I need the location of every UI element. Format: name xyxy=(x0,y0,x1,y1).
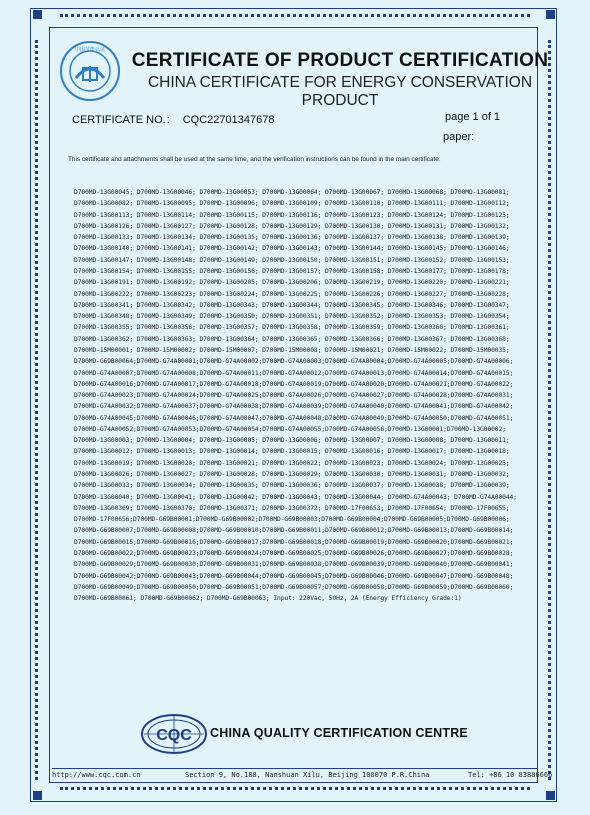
page-indicator: page 1 of 1 xyxy=(445,111,501,123)
cqc-logo-text: CQC xyxy=(156,727,192,744)
model-line: D700MD-G69B00029;D700MD-G69B00030;D700MD-G69B00031;D700MD-G69B00038;D700MD-G69B00039;D700MD-G69B00040;D700MD-G69B00041; xyxy=(74,561,514,569)
model-line: D700MD-13G00348; D700MD-13G00349; D700MD-13G00350; D700MD-13G00351; D700MD-13G00352; D700MD-13G00353; D700MD-13G00354; xyxy=(74,313,510,321)
energy-conservation-logo-icon xyxy=(59,40,121,102)
model-line: D700MD-G74A00045;D700MD-G74A00046;D700MD-G74A00047;D700MD-G74A00048;D700MD-G74A00049;D700MD-G74A00050;D700MD-G74A00051; xyxy=(74,414,514,422)
model-line: D700MD-13G00133; D700MD-13G00134; D700MD-13G00135; D700MD-13G00136; D700MD-13G00137; D700MD-13G00138; D700MD-13G00139; xyxy=(74,234,510,242)
dotted-border-left xyxy=(35,40,44,780)
dotted-border-top xyxy=(60,14,530,23)
organization-name: CHINA QUALITY CERTIFICATION CENTRE xyxy=(210,726,468,740)
model-line: D700MD-13G00045; D700MD-13G00046; D700MD-13G00053; D700MD-13G00064; D700MD-13G00067; D700MD-13G00068; D700MD-13G00081; xyxy=(74,189,510,196)
model-line: D700MD-13G00147; D700MD-13G00148; D700MD-13G00149; D700MD-13G00150; D700MD-13G00151; D700MD-13G00152; D700MD-13G00153; xyxy=(74,256,510,264)
model-line: D700MD-G69B00061; D700MD-G69B00062; D700MD-G69B00063; Input: 220Vac, 50Hz, 2A (Energy Efficiency Grade:1) xyxy=(74,595,462,603)
model-line: D700MD-13G00082; D700MD-13G00095; D700MD-13G00096; D700MD-13G00109; D700MD-13G00110; D700MD-13G00111; D700MD-13G00112; xyxy=(74,200,510,208)
model-line: D700MD-13G00369; D700MD-13G00370; D700MD-13G00371; D700MD-13G00372; D700MD-17F00653; D700MD-17F00654; D700MD-17F00655; xyxy=(74,504,510,512)
corner-mark xyxy=(33,791,42,800)
model-line: D700MD-G69B00022;D700MD-G69B00023;D700MD-G69B00024;D700MD-G69B00025;D700MD-G69B00026;D700MD-G69B00027;D700MD-G69B00028; xyxy=(74,550,514,557)
model-line: D700MD-13G00012; D700MD-13G00013; D700MD-13G00014; D700MD-13G00015; D700MD-13G00016; D700MD-13G00017; D700MD-13G00018; xyxy=(74,448,510,456)
model-line: D700MD-G74A00032;D700MD-G74A00037;D700MD-G74A00038;D700MD-G74A00039;D700MD-G74A00040;D700MD-G74A00041;D700MD-G74A00042; xyxy=(74,403,514,411)
footer-address: Section 9, No.188, Nanshuan Xilu, Beijing 100070 P.R.China xyxy=(185,771,430,779)
model-line: D700MD-G69B00042;D700MD-G69B00043;D700MD-G69B00044;D700MD-G69B00045;D700MD-G69B00046;D700MD-G69B00047;D700MD-G69B00048; xyxy=(74,572,514,580)
dotted-border-right xyxy=(548,40,557,780)
model-line: D700MD-13G00113; D700MD-13G00114; D700MD-13G00115; D700MD-13G00116; D700MD-13G00123; D700MD-13G00124; D700MD-13G00125; xyxy=(74,211,510,219)
dotted-border-bottom xyxy=(60,787,530,796)
certificate-title: CERTIFICATE OF PRODUCT CERTIFICATION xyxy=(131,50,549,71)
cert-no-value: CQC22701347678 xyxy=(182,114,275,126)
corner-mark xyxy=(546,10,555,19)
model-line: D700MD-G74A00007;D700MD-G74A00008;D700MD-G74A00011;D700MD-G74A00012;D700MD-G74A00013;D700MD-G74A00014;D700MD-G74A00015; xyxy=(74,369,514,377)
model-line: D700MD-G74A00023;D700MD-G74A00024;D700MD-G74A00025;D700MD-G74A00026;D700MD-G74A00027;D700MD-G74A00028;D700MD-G74A00031; xyxy=(74,392,514,400)
footer-divider xyxy=(52,768,538,769)
usage-notice: This certificate and attachments shall be used at the same time, and the verification instructions can be found in the main certificate. xyxy=(68,156,441,163)
model-line: D700MD-G74A00016;D700MD-G74A00017;D700MD-G74A00018;D700MD-G74A00019;D700MD-G74A00020;D700MD-G74A00021;D700MD-G74A00022; xyxy=(74,380,514,388)
model-line: D700MD-13G00126; D700MD-13G00127; D700MD-13G00128; D700MD-13G00129; D700MD-13G00130; D700MD-13G00131; D700MD-13G00132; xyxy=(74,222,510,230)
logo-text: 中国节能认证 xyxy=(74,47,106,53)
footer-website[interactable]: http://www.cqc.com.cn xyxy=(52,771,141,779)
model-line: D700MD-13G00355; D700MD-13G00356; D700MD-13G00357; D700MD-13G00358; D700MD-13G00359; D700MD-13G00360; D700MD-13G00361; xyxy=(74,324,510,332)
footer-telephone: Tel: +86 10 83886666 xyxy=(468,771,553,779)
corner-mark xyxy=(546,791,555,800)
model-line: D700MD-G69B00007;D700MD-G69B00008;D700MD-G69B00010;D700MD-G69B00011;D700MD-G69B00012;D700MD-G69B00013;D700MD-G69B00014; xyxy=(74,527,514,535)
model-line: D700MD-13G00033; D700MD-13G00034; D700MD-13G00035; D700MD-13G00036; D700MD-13G00037; D700MD-13G00038; D700MD-13G00039; xyxy=(74,482,510,490)
model-line: D700MD-15M00001; D700MD-15M00002; D700MD-15M00007; D700MD-15M00008; D700MD-15M00021; D700MD-15M00022; D700MD-15M00035; xyxy=(74,346,510,354)
model-line: D700MD-13G00341; D700MD-13G00342; D700MD-13G00343; D700MD-13G00344; D700MD-13G00345; D700MD-13G00346; D700MD-13G00347; xyxy=(74,301,510,309)
certificate-number xyxy=(72,111,274,127)
model-line: D700MD-13G00019; D700MD-13G00020; D700MD-13G00021; D700MD-13G00022; D700MD-13G00023; D700MD-13G00024; D700MD-13G00025; xyxy=(74,459,510,467)
model-line: D700MD-G74A00052;D700MD-G74A00053;D700MD-G74A00054;D700MD-G74A00055;D700MD-G74A00056;D700MD-13G00001;D700MD-13G00002; xyxy=(74,425,506,433)
model-line: D700MD-13G00026; D700MD-13G00027; D700MD-13G00028; D700MD-13G00029; D700MD-13G00030; D700MD-13G00031; D700MD-13G00032; xyxy=(74,471,510,479)
cert-no-label: CERTIFICATE NO.： xyxy=(72,114,177,126)
model-line: D700MD-13G00003; D700MD-13G00004; D700MD-13G00005; D700MD-13G00006; D700MD-13G00007; D700MD-13G00008; D700MD-13G00011; xyxy=(74,437,510,445)
cqc-logo-icon xyxy=(140,713,208,755)
model-line: D700MD-13G00040; D700MD-13G00041; D700MD-13G00042; D700MD-13G00043; D700MD-13G00044; D700MD-G74A00043; D700MD-G74A00044; xyxy=(74,493,517,501)
corner-mark xyxy=(33,10,42,19)
paper-label: paper: xyxy=(443,131,475,143)
model-line: D700MD-G69B00064;D700MD-G74A00001;D700MD-G74A00002;D700MD-G74A00003;D700MD-G74A00004;D700MD-G74A00005;D700MD-G74A00006; xyxy=(74,358,514,366)
model-list xyxy=(74,187,544,604)
model-line: D700MD-13G00222; D700MD-13G00223; D700MD-13G00224; D700MD-13G00225; D700MD-13G00226; D700MD-13G00227; D700MD-13G00228; xyxy=(74,290,510,298)
model-line: D700MD-17F00656;D700MD-G69B00001;D700MD-G69B00002;D700MD-G69B00003;D700MD-G69B00004;D700MD-G69B00005;D700MD-G69B00006; xyxy=(74,516,510,524)
model-line: D700MD-13G00140; D700MD-13G00141; D700MD-13G00142; D700MD-13G00143; D700MD-13G00144; D700MD-13G00145; D700MD-13G00146; xyxy=(74,245,510,253)
certificate-subtitle: CHINA CERTIFICATE FOR ENERGY CONSERVATION PRODUCT xyxy=(147,74,533,109)
model-line: D700MD-G69B00049;D700MD-G69B00050;D700MD-G69B00051;D700MD-G69B00057;D700MD-G69B00058;D700MD-G69B00059;D700MD-G69B00060; xyxy=(74,583,514,591)
model-line: D700MD-13G00191; D700MD-13G00192; D700MD-13G00205; D700MD-13G00206; D700MD-13G00219; D700MD-13G00220; D700MD-13G00221; xyxy=(74,279,510,287)
model-line: D700MD-G69B00015;D700MD-G69B00016;D700MD-G69B00017;D700MD-G69B00018;D700MD-G69B00019;D700MD-G69B00020;D700MD-G69B00021; xyxy=(74,538,514,546)
model-line: D700MD-13G00362; D700MD-13G00363; D700MD-13G00364; D700MD-13G00365; D700MD-13G00366; D700MD-13G00367; D700MD-13G00368; xyxy=(74,335,510,343)
model-line: D700MD-13G00154; D700MD-13G00155; D700MD-13G00156; D700MD-13G00157; D700MD-13G00158; D700MD-13G00177; D700MD-13G00178; xyxy=(74,267,510,275)
